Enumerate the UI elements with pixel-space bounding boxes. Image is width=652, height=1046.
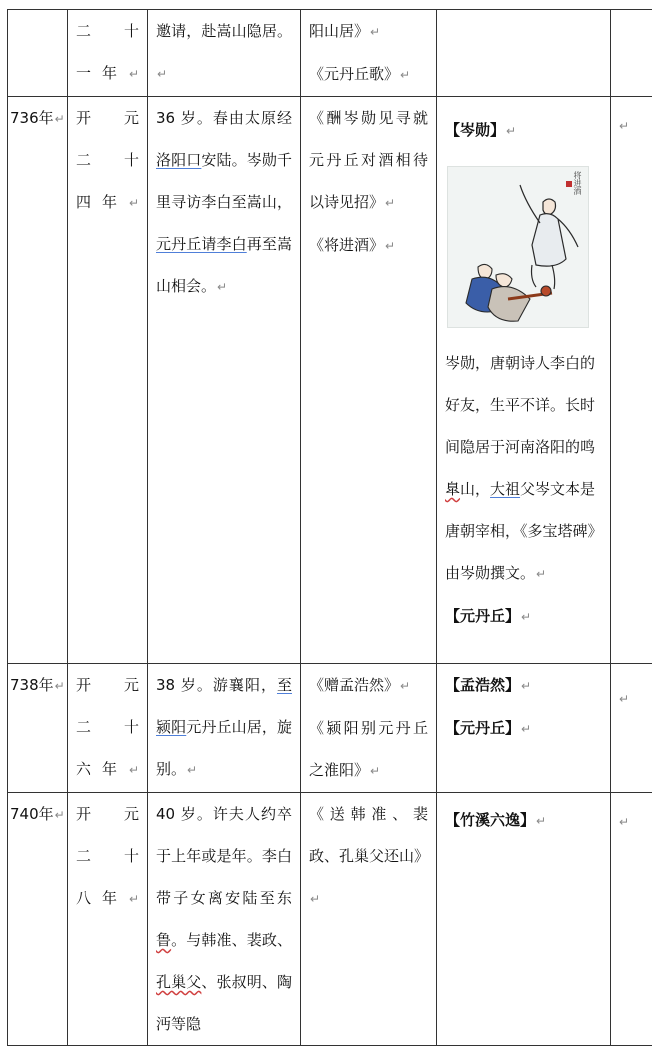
poems-cell [301,97,437,664]
era-line: 八年↵ [76,877,139,920]
events-cell: 邀请，赴嵩山隐居。↵ [148,10,301,97]
poem-title: 《酬岑勋见寻就元丹丘对酒相待以诗见招》↵ [309,97,428,224]
era-line: 二 十 [76,139,139,181]
era-cell [68,793,148,1046]
poem-title: 《颍阳别元丹丘之淮阳》↵ [309,707,428,792]
poem-title: 《元丹丘歌》↵ [309,53,428,96]
era-cell [68,97,148,664]
era-line: 六年↵ [76,748,139,791]
notes-cell [437,664,611,793]
note-heading: 【元丹丘】↵ [445,707,602,750]
note-heading: 【元丹丘】↵ [445,595,602,638]
poem-title: 阳山居》↵ [309,10,428,53]
note-heading: 【岑勋】↵ [445,109,602,152]
notes-cell [437,97,611,664]
poems-cell [301,793,437,1046]
chronology-table [7,9,652,1046]
events-cell: 36 岁。春由太原经洛阳口安陆。岑勋千里寻访李白至嵩山，元丹丘请李白再至嵩山相会。↵ [148,97,301,664]
year-cell: 736年↵ [8,97,68,664]
era-cell [68,664,148,793]
note-description: 岑勋，唐朝诗人李白的好友，生平不详。长时间隐居于河南洛阳的鸣臯山，大祖父岑文本是唐朝宰相，《多宝塔碑》由岑勋撰文。↵ [445,342,602,595]
poem-title: 《将进酒》↵ [309,224,428,267]
painting-image [447,166,589,328]
era-line: 二 十 [76,706,139,748]
poems-cell [301,10,437,97]
events-cell: 38 岁。游襄阳，至颍阳元丹丘山居，旋别。↵ [148,664,301,793]
events-text: 邀请，赴嵩山隐居。 [156,22,292,40]
table-row [8,664,652,793]
extra-cell [611,10,652,97]
painting-inscription: 将进酒 [573,171,582,195]
era-line: 开 元 [76,97,139,139]
note-heading: 【孟浩然】↵ [445,664,602,707]
era-line: 四年↵ [76,181,139,224]
era-line: 一年↵ [76,52,139,95]
table-row [8,10,652,97]
year-cell [8,10,68,97]
extra-cell: ↵ [611,793,652,1046]
figures-illustration [448,167,588,327]
poem-title: 《送韩准、裴政、孔巢父还山》↵ [309,793,428,920]
era-line: 开 元 [76,793,139,835]
extra-cell: ↵ [611,664,652,793]
table-row [8,793,652,1046]
era-line: 二 十 [76,835,139,877]
notes-cell [437,10,611,97]
year-cell: 740年↵ [8,793,68,1046]
notes-cell [437,793,611,1046]
era-line: 二 十 [76,10,139,52]
note-heading: 【竹溪六逸】↵ [445,799,602,842]
era-cell [68,10,148,97]
table-row [8,97,652,664]
poem-title: 《赠孟浩然》↵ [309,664,428,707]
era-line: 开 元 [76,664,139,706]
extra-cell: ↵ [611,97,652,664]
events-cell: 40 岁。许夫人约卒于上年或是年。李白带子女离安陆至东鲁。与韩准、裴政、孔巢父、张叔明、陶沔等隐 [148,793,301,1046]
poems-cell [301,664,437,793]
year-cell: 738年↵ [8,664,68,793]
